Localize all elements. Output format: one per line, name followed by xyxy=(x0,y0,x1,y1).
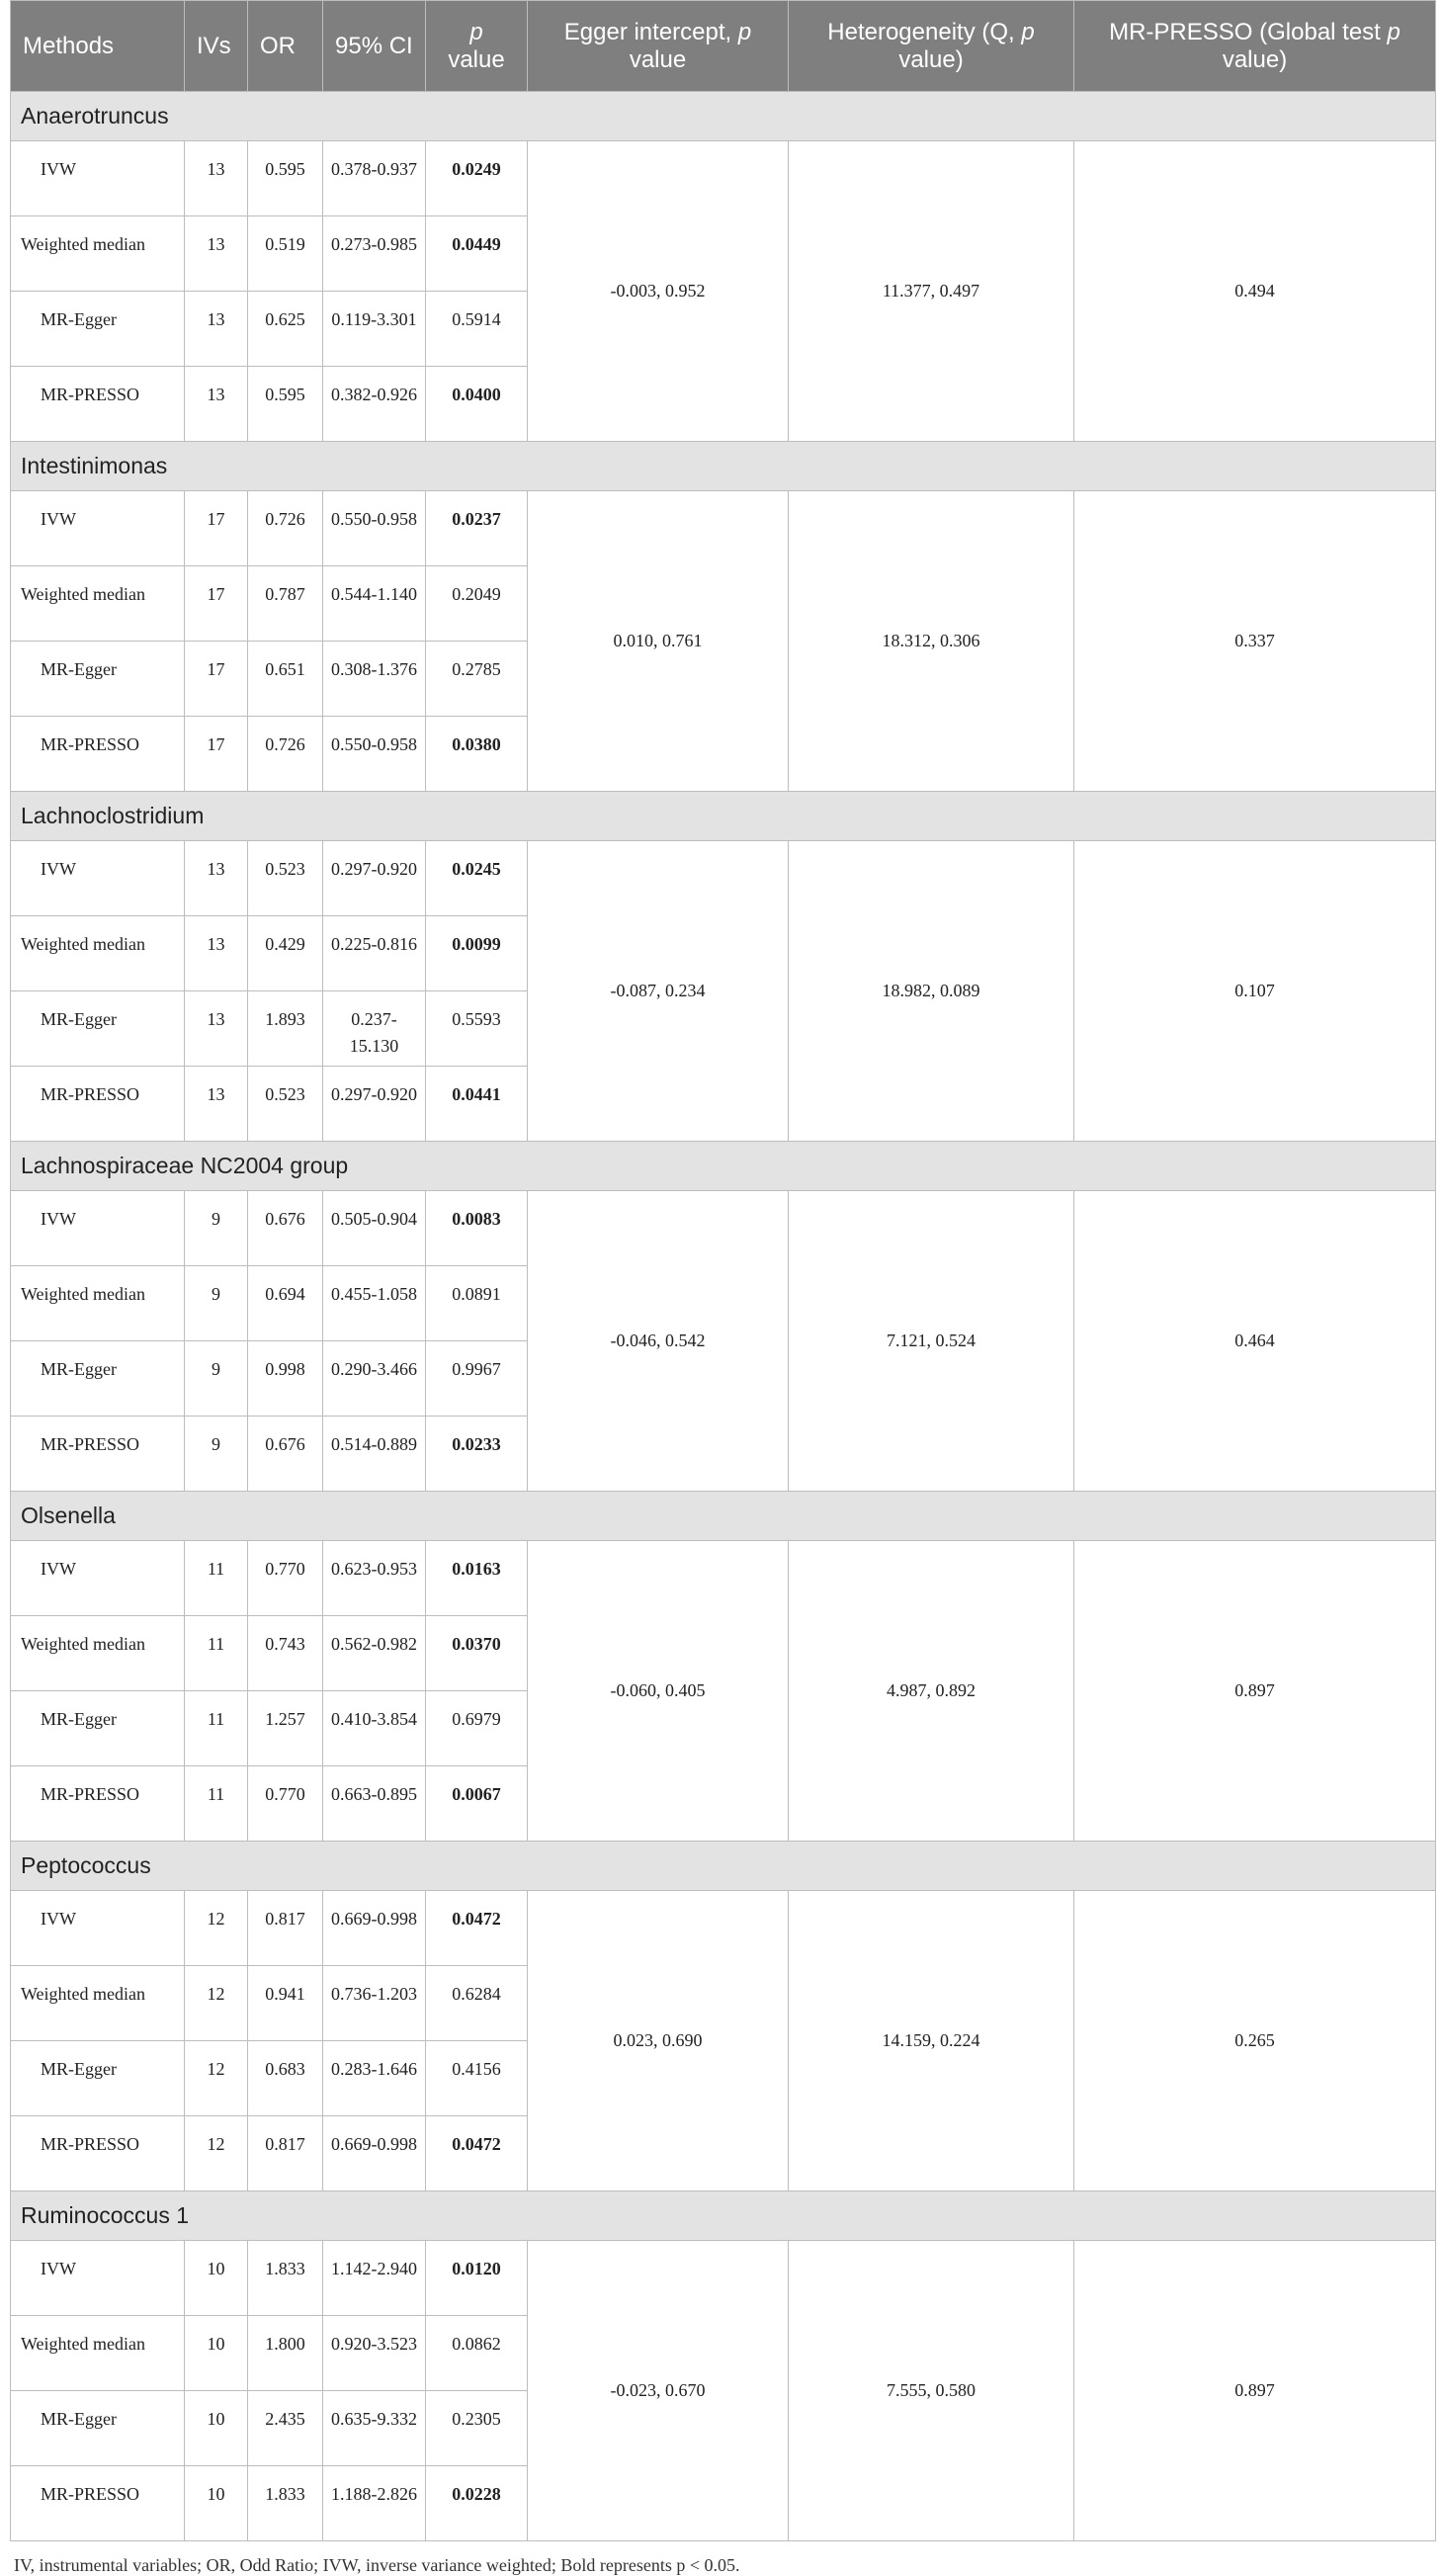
ivs-cell: 17 xyxy=(185,566,248,642)
heterogeneity-cell: 11.377, 0.497 xyxy=(789,141,1074,442)
heterogeneity-cell: 18.982, 0.089 xyxy=(789,841,1074,1142)
ci-cell: 0.237-15.130 xyxy=(323,991,426,1067)
p-value-cell: 0.0233 xyxy=(426,1417,528,1492)
p-value-cell: 0.6284 xyxy=(426,1966,528,2041)
ci-cell: 0.308-1.376 xyxy=(323,642,426,717)
header-row xyxy=(11,1,1436,92)
method-cell: MR-PRESSO xyxy=(11,1067,185,1142)
egger-intercept-cell: -0.046, 0.542 xyxy=(528,1191,789,1492)
ivs-cell: 10 xyxy=(185,2241,248,2316)
method-cell: MR-PRESSO xyxy=(11,1417,185,1492)
p-value-cell: 0.0400 xyxy=(426,367,528,442)
results-table-container xyxy=(10,0,1435,2576)
group-name: Intestinimonas xyxy=(11,442,1436,491)
or-cell: 0.770 xyxy=(248,1541,323,1616)
group-name: Ruminococcus 1 xyxy=(11,2191,1436,2241)
or-cell: 0.743 xyxy=(248,1616,323,1691)
group-name: Peptococcus xyxy=(11,1842,1436,1891)
table-row xyxy=(11,141,1436,216)
ci-cell: 0.669-0.998 xyxy=(323,2116,426,2191)
or-cell: 0.595 xyxy=(248,367,323,442)
table-row xyxy=(11,1541,1436,1616)
method-cell: IVW xyxy=(11,491,185,566)
p-value-cell: 0.2785 xyxy=(426,642,528,717)
ivs-cell: 13 xyxy=(185,141,248,216)
mr-presso-global-cell: 0.897 xyxy=(1074,2241,1436,2541)
ivs-cell: 13 xyxy=(185,367,248,442)
or-cell: 0.651 xyxy=(248,642,323,717)
mr-presso-global-cell: 0.464 xyxy=(1074,1191,1436,1492)
ci-cell: 0.119-3.301 xyxy=(323,292,426,367)
p-value-cell: 0.0891 xyxy=(426,1266,528,1341)
heterogeneity-cell: 14.159, 0.224 xyxy=(789,1891,1074,2191)
ci-cell: 0.544-1.140 xyxy=(323,566,426,642)
table-row xyxy=(11,2241,1436,2316)
heterogeneity-cell: 7.555, 0.580 xyxy=(789,2241,1074,2541)
ivs-cell: 9 xyxy=(185,1191,248,1266)
ci-cell: 0.920-3.523 xyxy=(323,2316,426,2391)
col-header-ci: 95% CI xyxy=(323,1,426,92)
method-cell: Weighted median xyxy=(11,566,185,642)
method-cell: MR-Egger xyxy=(11,642,185,717)
ci-cell: 0.514-0.889 xyxy=(323,1417,426,1492)
method-cell: MR-PRESSO xyxy=(11,717,185,792)
p-value-cell: 0.0245 xyxy=(426,841,528,916)
egger-intercept-cell: -0.023, 0.670 xyxy=(528,2241,789,2541)
col-header-methods: Methods xyxy=(11,1,185,92)
or-cell: 0.676 xyxy=(248,1191,323,1266)
method-cell: MR-PRESSO xyxy=(11,2116,185,2191)
p-value-cell: 0.0249 xyxy=(426,141,528,216)
method-cell: MR-Egger xyxy=(11,2391,185,2466)
or-cell: 0.676 xyxy=(248,1417,323,1492)
col-header-ivs: IVs xyxy=(185,1,248,92)
p-value-cell: 0.0472 xyxy=(426,1891,528,1966)
p-value-cell: 0.2305 xyxy=(426,2391,528,2466)
method-cell: MR-Egger xyxy=(11,2041,185,2116)
ci-cell: 0.623-0.953 xyxy=(323,1541,426,1616)
method-cell: Weighted median xyxy=(11,1266,185,1341)
heterogeneity-cell: 4.987, 0.892 xyxy=(789,1541,1074,1842)
ivs-cell: 13 xyxy=(185,216,248,292)
method-cell: Weighted median xyxy=(11,216,185,292)
mr-presso-global-cell: 0.337 xyxy=(1074,491,1436,792)
or-cell: 0.726 xyxy=(248,717,323,792)
ci-cell: 0.297-0.920 xyxy=(323,1067,426,1142)
method-cell: IVW xyxy=(11,2241,185,2316)
or-cell: 0.683 xyxy=(248,2041,323,2116)
group-header-row xyxy=(11,1492,1436,1541)
p-value-cell: 0.0370 xyxy=(426,1616,528,1691)
ivs-cell: 12 xyxy=(185,1966,248,2041)
method-cell: Weighted median xyxy=(11,1966,185,2041)
ci-cell: 0.378-0.937 xyxy=(323,141,426,216)
p-value-cell: 0.0163 xyxy=(426,1541,528,1616)
p-value-cell: 0.0862 xyxy=(426,2316,528,2391)
ci-cell: 0.550-0.958 xyxy=(323,717,426,792)
or-cell: 0.817 xyxy=(248,1891,323,1966)
method-cell: IVW xyxy=(11,1191,185,1266)
col-header-mr-presso: MR-PRESSO (Global test p value) xyxy=(1074,1,1436,92)
or-cell: 0.694 xyxy=(248,1266,323,1341)
ivs-cell: 12 xyxy=(185,2116,248,2191)
ci-cell: 0.225-0.816 xyxy=(323,916,426,991)
ivs-cell: 13 xyxy=(185,1067,248,1142)
p-value-cell: 0.0472 xyxy=(426,2116,528,2191)
ci-cell: 0.382-0.926 xyxy=(323,367,426,442)
ci-cell: 0.290-3.466 xyxy=(323,1341,426,1417)
method-cell: MR-Egger xyxy=(11,1341,185,1417)
ci-cell: 1.188-2.826 xyxy=(323,2466,426,2541)
or-cell: 0.787 xyxy=(248,566,323,642)
col-header-egger: Egger intercept, p value xyxy=(528,1,789,92)
method-cell: IVW xyxy=(11,1541,185,1616)
col-header-heterogeneity: Heterogeneity (Q, p value) xyxy=(789,1,1074,92)
ci-cell: 0.669-0.998 xyxy=(323,1891,426,1966)
group-header-row xyxy=(11,1842,1436,1891)
or-cell: 1.833 xyxy=(248,2241,323,2316)
ci-cell: 0.297-0.920 xyxy=(323,841,426,916)
table-row xyxy=(11,491,1436,566)
or-cell: 2.435 xyxy=(248,2391,323,2466)
group-header-row xyxy=(11,92,1436,141)
ci-cell: 0.663-0.895 xyxy=(323,1766,426,1842)
or-cell: 0.595 xyxy=(248,141,323,216)
ivs-cell: 9 xyxy=(185,1417,248,1492)
table-row xyxy=(11,1891,1436,1966)
ci-cell: 0.410-3.854 xyxy=(323,1691,426,1766)
ivs-cell: 12 xyxy=(185,1891,248,1966)
ivs-cell: 10 xyxy=(185,2466,248,2541)
method-cell: Weighted median xyxy=(11,1616,185,1691)
ivs-cell: 17 xyxy=(185,717,248,792)
p-value-cell: 0.0120 xyxy=(426,2241,528,2316)
ci-cell: 0.283-1.646 xyxy=(323,2041,426,2116)
mr-presso-global-cell: 0.107 xyxy=(1074,841,1436,1142)
table-row xyxy=(11,1191,1436,1266)
heterogeneity-cell: 7.121, 0.524 xyxy=(789,1191,1074,1492)
table-footnote: IV, instrumental variables; OR, Odd Ratio; IVW, inverse variance weighted; Bold represents p < 0.05. xyxy=(14,2555,740,2575)
or-cell: 0.523 xyxy=(248,1067,323,1142)
ci-cell: 0.550-0.958 xyxy=(323,491,426,566)
method-cell: MR-Egger xyxy=(11,991,185,1067)
ivs-cell: 17 xyxy=(185,491,248,566)
p-value-cell: 0.0441 xyxy=(426,1067,528,1142)
group-name: Lachnoclostridium xyxy=(11,792,1436,841)
egger-intercept-cell: -0.087, 0.234 xyxy=(528,841,789,1142)
method-cell: Weighted median xyxy=(11,2316,185,2391)
p-value-cell: 0.4156 xyxy=(426,2041,528,2116)
ivs-cell: 11 xyxy=(185,1766,248,1842)
ivs-cell: 11 xyxy=(185,1691,248,1766)
p-value-cell: 0.5593 xyxy=(426,991,528,1067)
group-name: Anaerotruncus xyxy=(11,92,1436,141)
table-row xyxy=(11,841,1436,916)
method-cell: MR-PRESSO xyxy=(11,2466,185,2541)
ivs-cell: 13 xyxy=(185,292,248,367)
or-cell: 0.941 xyxy=(248,1966,323,2041)
p-value-cell: 0.0067 xyxy=(426,1766,528,1842)
mr-results-table xyxy=(10,0,1436,2541)
p-value-cell: 0.5914 xyxy=(426,292,528,367)
ivs-cell: 10 xyxy=(185,2316,248,2391)
p-value-cell: 0.0237 xyxy=(426,491,528,566)
ivs-cell: 17 xyxy=(185,642,248,717)
method-cell: IVW xyxy=(11,1891,185,1966)
mr-presso-global-cell: 0.897 xyxy=(1074,1541,1436,1842)
group-name: Lachnospiraceae NC2004 group xyxy=(11,1142,1436,1191)
col-header-p-value: p value xyxy=(426,1,528,92)
method-cell: IVW xyxy=(11,841,185,916)
heterogeneity-cell: 18.312, 0.306 xyxy=(789,491,1074,792)
p-value-cell: 0.0228 xyxy=(426,2466,528,2541)
ivs-cell: 13 xyxy=(185,991,248,1067)
ci-cell: 0.273-0.985 xyxy=(323,216,426,292)
ci-cell: 0.562-0.982 xyxy=(323,1616,426,1691)
method-cell: MR-Egger xyxy=(11,292,185,367)
group-header-row xyxy=(11,792,1436,841)
ci-cell: 0.736-1.203 xyxy=(323,1966,426,2041)
ivs-cell: 12 xyxy=(185,2041,248,2116)
ivs-cell: 9 xyxy=(185,1266,248,1341)
or-cell: 0.523 xyxy=(248,841,323,916)
p-value-cell: 0.0380 xyxy=(426,717,528,792)
or-cell: 0.817 xyxy=(248,2116,323,2191)
method-cell: MR-PRESSO xyxy=(11,1766,185,1842)
or-cell: 1.833 xyxy=(248,2466,323,2541)
ivs-cell: 13 xyxy=(185,916,248,991)
group-header-row xyxy=(11,2191,1436,2241)
p-value-cell: 0.9967 xyxy=(426,1341,528,1417)
or-cell: 1.800 xyxy=(248,2316,323,2391)
ci-cell: 1.142-2.940 xyxy=(323,2241,426,2316)
group-header-row xyxy=(11,442,1436,491)
ivs-cell: 13 xyxy=(185,841,248,916)
mr-presso-global-cell: 0.494 xyxy=(1074,141,1436,442)
or-cell: 0.625 xyxy=(248,292,323,367)
group-header-row xyxy=(11,1142,1436,1191)
ci-cell: 0.505-0.904 xyxy=(323,1191,426,1266)
egger-intercept-cell: 0.010, 0.761 xyxy=(528,491,789,792)
p-value-cell: 0.0449 xyxy=(426,216,528,292)
p-value-cell: 0.0083 xyxy=(426,1191,528,1266)
p-value-cell: 0.0099 xyxy=(426,916,528,991)
or-cell: 1.893 xyxy=(248,991,323,1067)
ci-cell: 0.635-9.332 xyxy=(323,2391,426,2466)
mr-presso-global-cell: 0.265 xyxy=(1074,1891,1436,2191)
egger-intercept-cell: 0.023, 0.690 xyxy=(528,1891,789,2191)
ivs-cell: 9 xyxy=(185,1341,248,1417)
or-cell: 1.257 xyxy=(248,1691,323,1766)
method-cell: IVW xyxy=(11,141,185,216)
p-value-cell: 0.2049 xyxy=(426,566,528,642)
or-cell: 0.429 xyxy=(248,916,323,991)
col-header-or: OR xyxy=(248,1,323,92)
or-cell: 0.770 xyxy=(248,1766,323,1842)
method-cell: MR-PRESSO xyxy=(11,367,185,442)
method-cell: Weighted median xyxy=(11,916,185,991)
group-name: Olsenella xyxy=(11,1492,1436,1541)
p-value-cell: 0.6979 xyxy=(426,1691,528,1766)
or-cell: 0.998 xyxy=(248,1341,323,1417)
ivs-cell: 11 xyxy=(185,1616,248,1691)
ivs-cell: 10 xyxy=(185,2391,248,2466)
ci-cell: 0.455-1.058 xyxy=(323,1266,426,1341)
or-cell: 0.519 xyxy=(248,216,323,292)
egger-intercept-cell: -0.060, 0.405 xyxy=(528,1541,789,1842)
or-cell: 0.726 xyxy=(248,491,323,566)
ivs-cell: 11 xyxy=(185,1541,248,1616)
egger-intercept-cell: -0.003, 0.952 xyxy=(528,141,789,442)
method-cell: MR-Egger xyxy=(11,1691,185,1766)
